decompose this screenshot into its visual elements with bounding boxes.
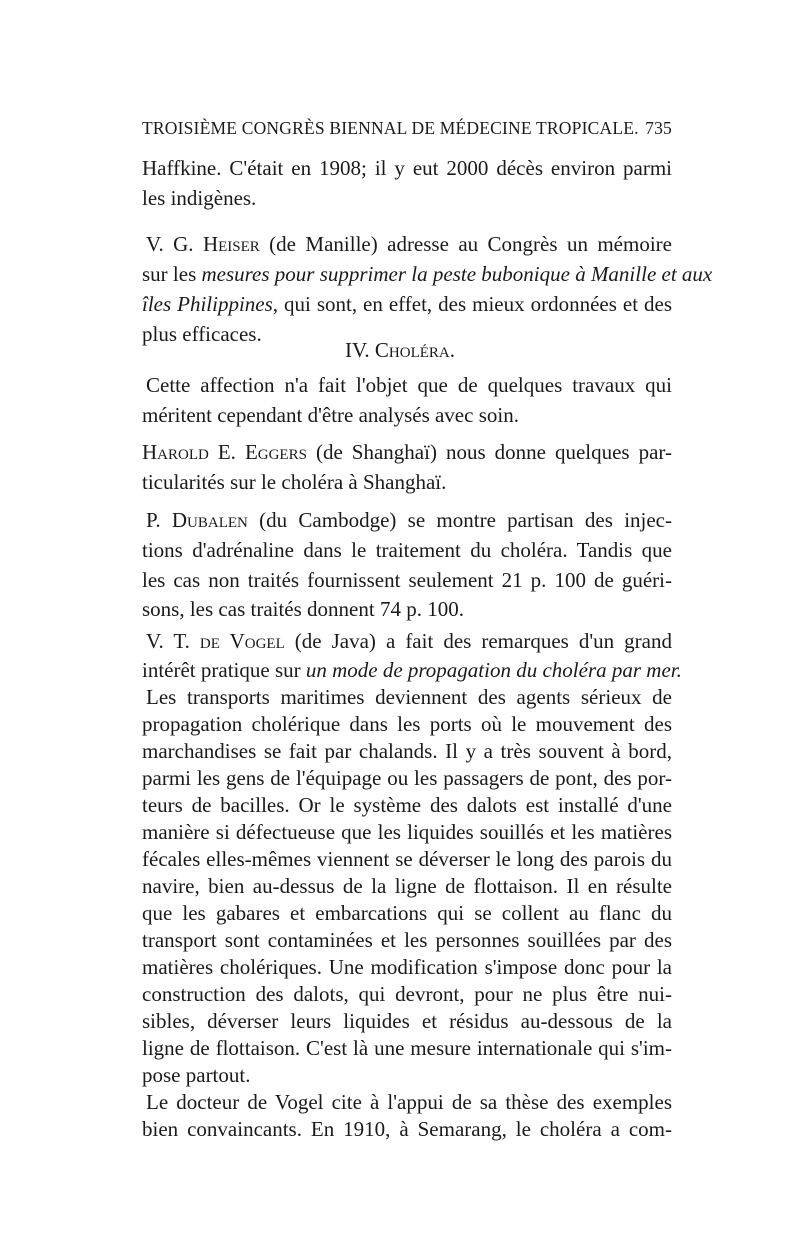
text-line: plus efficaces.	[142, 322, 262, 346]
text-line: les indigènes.	[142, 186, 257, 210]
text-line: V. G. Heiser (de Manille) adresse au Congrès un mémoire	[146, 232, 672, 256]
text-line: Les transports maritimes deviennent des agents sérieux de	[146, 685, 672, 709]
text-line: ticularités sur le choléra à Shanghaï.	[142, 470, 447, 494]
text-line: navire, bien au-dessus de la ligne de flottaison. Il en résulte	[142, 874, 672, 898]
author-name: Harold	[142, 440, 209, 464]
author-name: Heiser	[202, 232, 260, 256]
text-line: sons, les cas traités donnent 74 p. 100.	[142, 597, 464, 621]
text-line: ligne de flottaison. C'est là une mesure internationale qui s'im-	[142, 1036, 672, 1060]
text-line: P. Dubalen (du Cambodge) se montre partisan des injec-	[146, 508, 672, 532]
author-name: Dubalen	[171, 508, 248, 532]
text-line: V. T. de Vogel (de Java) a fait des remarques d'un grand	[146, 629, 672, 653]
text-line: fécales elles-mêmes viennent se déverser le long des parois du	[142, 847, 672, 871]
text-line: Harold E. Eggers (de Shanghaï) nous donne quelques par-	[142, 440, 672, 464]
text-line: Haffkine. C'était en 1908; il y eut 2000 décès environ parmi	[142, 156, 672, 180]
text-line: les cas non traités fournissent seulement 21 p. 100 de guéri-	[142, 568, 672, 592]
memoir-title: îles Philippines	[142, 292, 273, 316]
text-line: manière si défectueuse que les liquides souillés et les matières	[142, 820, 672, 844]
text-line: matières cholériques. Une modification s'impose donc pour la	[142, 955, 672, 979]
running-title: TROISIÈME CONGRÈS BIENNAL DE MÉDECINE TROPICALE.	[142, 118, 639, 138]
section-heading: IV. Choléra.	[344, 338, 456, 362]
text-line: méritent cependant d'être analysés avec soin.	[142, 403, 519, 427]
text-line: pose partout.	[142, 1063, 251, 1087]
text-line: parmi les gens de l'équipage ou les passagers de pont, des por-	[142, 766, 672, 790]
text-line: Le docteur de Vogel cite à l'appui de sa thèse des exemples	[146, 1090, 672, 1114]
text-line: marchandises se fait par chalands. Il y a très souvent à bord,	[142, 739, 672, 763]
text-line: îles Philippines, qui sont, en effet, des mieux ordonnées et des	[142, 292, 672, 316]
text-line: que les gabares et embarcations qui se collent au flanc du	[142, 901, 672, 925]
author-name: de Vogel	[199, 629, 285, 653]
text-line: propagation cholérique dans les ports où le mouvement des	[142, 712, 672, 736]
page-number: 735	[645, 118, 672, 138]
text-line: sur les mesures pour supprimer la peste bubonique à Manille et aux	[142, 262, 713, 286]
running-header	[142, 118, 672, 146]
text-line: tions d'adrénaline dans le traitement du choléra. Tandis que	[142, 538, 672, 562]
text-line: bien convaincants. En 1910, à Semarang, le choléra a com-	[142, 1117, 672, 1141]
text-line: transport sont contaminées et les personnes souillées par des	[142, 928, 672, 952]
text-line: teurs de bacilles. Or le système des dalots est installé d'une	[142, 793, 672, 817]
text-line: sibles, déverser leurs liquides et résidus au-dessous de la	[142, 1009, 672, 1033]
memoir-title: mesures pour supprimer la peste bubonique à Manille et aux	[201, 262, 713, 286]
memoir-title: un mode de propagation du choléra par mer.	[305, 658, 682, 682]
author-name: Eggers	[244, 440, 307, 464]
text-line: intérêt pratique sur un mode de propagation du choléra par mer.	[142, 658, 682, 682]
text-line: construction des dalots, qui devront, pour ne plus être nui-	[142, 982, 672, 1006]
text-line: Cette affection n'a fait l'objet que de quelques travaux qui	[146, 373, 672, 397]
